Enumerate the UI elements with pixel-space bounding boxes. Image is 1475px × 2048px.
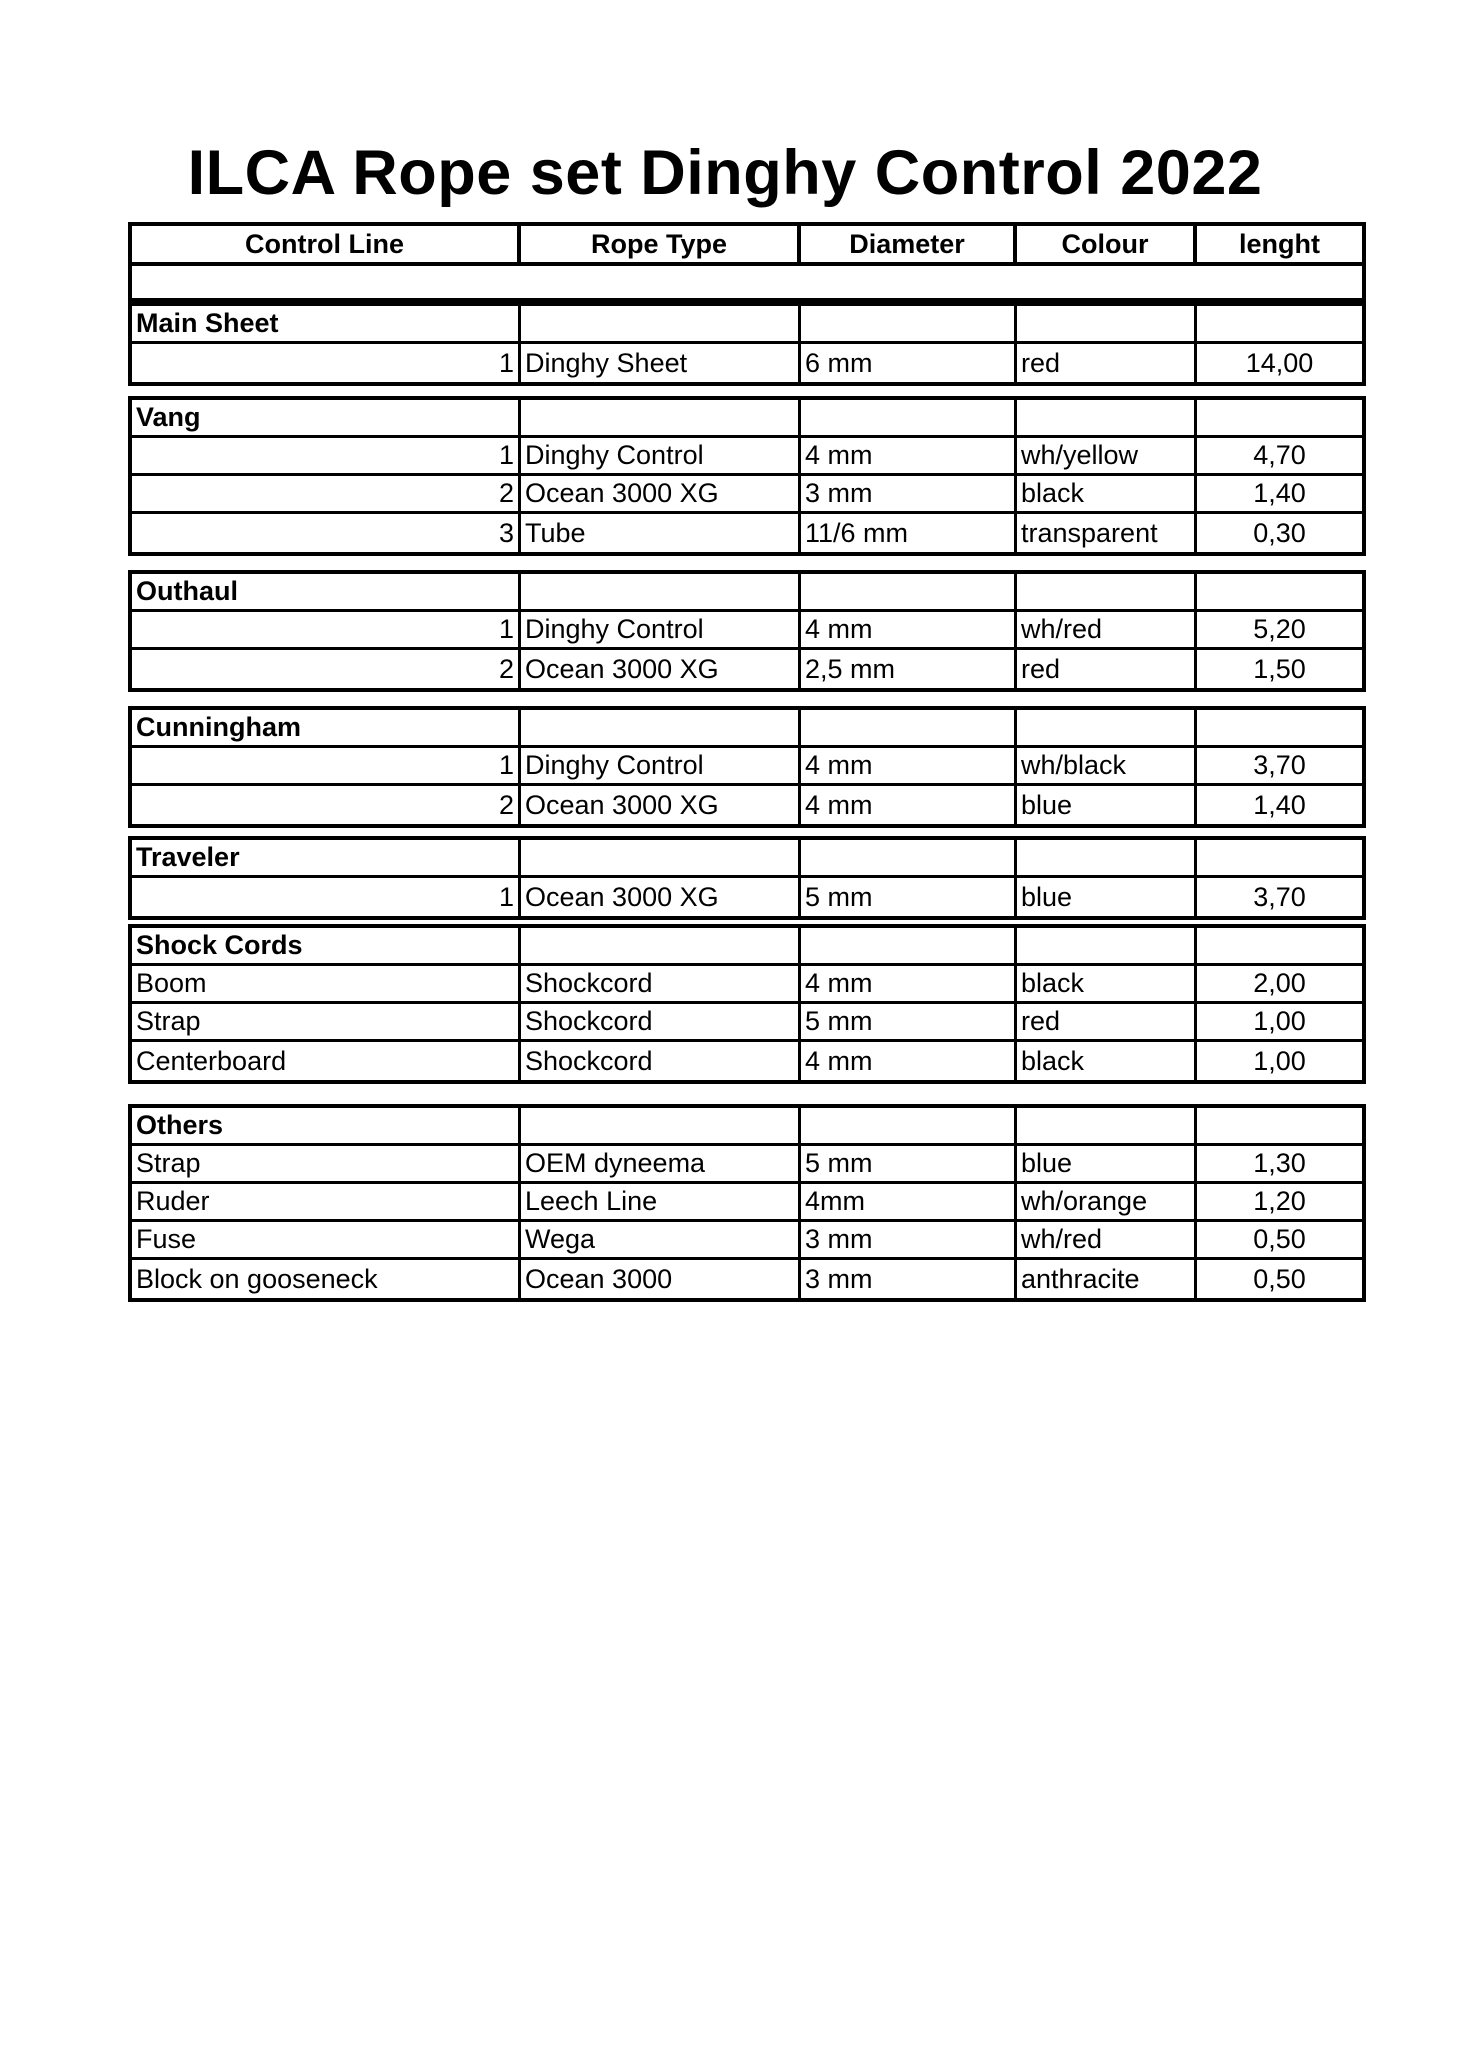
colour-cell: anthracite	[1017, 1260, 1197, 1298]
empty-cell	[1197, 400, 1362, 435]
diameter-cell: 4 mm	[801, 748, 1017, 783]
colour-cell: wh/orange	[1017, 1184, 1197, 1219]
rope-type-cell: Ocean 3000 XG	[521, 878, 801, 916]
colour-cell: wh/black	[1017, 748, 1197, 783]
diameter-cell: 4 mm	[801, 612, 1017, 647]
length-cell: 3,70	[1253, 881, 1306, 912]
header-length: lenght	[1239, 228, 1320, 259]
control-line-cell: 1	[132, 878, 521, 916]
diameter-cell: 3 mm	[801, 1222, 1017, 1257]
control-line-cell: Boom	[132, 966, 521, 1001]
empty-cell	[801, 928, 1017, 963]
control-line-cell: 2	[132, 476, 521, 511]
diameter-cell: 2,5 mm	[801, 650, 1017, 688]
empty-cell	[1017, 928, 1197, 963]
empty-cell	[521, 306, 801, 341]
section-label: Shock Cords	[132, 928, 521, 963]
colour-cell: black	[1017, 1042, 1197, 1080]
control-line-cell: 1	[132, 612, 521, 647]
colour-cell: blue	[1017, 1146, 1197, 1181]
empty-cell	[801, 840, 1017, 875]
control-line-cell: 2	[132, 650, 521, 688]
control-line-cell: Block on gooseneck	[132, 1260, 521, 1298]
table-header	[128, 222, 1366, 266]
diameter-cell: 4 mm	[801, 438, 1017, 473]
table-row	[132, 786, 1362, 824]
rope-type-cell: Wega	[521, 1222, 801, 1257]
section-shock-cords	[128, 924, 1366, 1084]
empty-cell	[1197, 574, 1362, 609]
table-row	[132, 878, 1362, 916]
table-row	[132, 514, 1362, 552]
section-traveler	[128, 836, 1366, 920]
empty-cell	[1197, 306, 1362, 341]
control-line-cell: 2	[132, 786, 521, 824]
table-row	[132, 966, 1362, 1004]
empty-cell	[1197, 710, 1362, 745]
length-cell: 0,50	[1253, 1263, 1306, 1294]
colour-cell: blue	[1017, 878, 1197, 916]
control-line-cell: Fuse	[132, 1222, 521, 1257]
table-row	[132, 748, 1362, 786]
empty-cell	[1017, 710, 1197, 745]
header-diameter: Diameter	[801, 226, 1017, 262]
rope-type-cell: Dinghy Sheet	[521, 344, 801, 382]
table-row	[132, 1184, 1362, 1222]
empty-cell	[801, 574, 1017, 609]
section-label: Others	[132, 1108, 521, 1143]
rope-type-cell: Ocean 3000 XG	[521, 650, 801, 688]
section-outhaul	[128, 570, 1366, 692]
rope-type-cell: Shockcord	[521, 966, 801, 1001]
rope-type-cell: OEM dyneema	[521, 1146, 801, 1181]
colour-cell: red	[1017, 1004, 1197, 1039]
table-row	[132, 1004, 1362, 1042]
rope-type-cell: Dinghy Control	[521, 748, 801, 783]
length-cell: 1,20	[1253, 1186, 1306, 1216]
colour-cell: red	[1017, 650, 1197, 688]
empty-cell	[801, 400, 1017, 435]
rope-type-cell: Shockcord	[521, 1004, 801, 1039]
colour-cell: wh/red	[1017, 612, 1197, 647]
length-cell: 0,30	[1253, 517, 1306, 548]
empty-cell	[521, 400, 801, 435]
rope-type-cell: Dinghy Control	[521, 612, 801, 647]
diameter-cell: 11/6 mm	[801, 514, 1017, 552]
length-cell: 5,20	[1253, 614, 1306, 644]
table-row	[132, 476, 1362, 514]
length-cell: 1,00	[1253, 1006, 1306, 1036]
colour-cell: blue	[1017, 786, 1197, 824]
rope-type-cell: Ocean 3000	[521, 1260, 801, 1298]
control-line-cell: 1	[132, 748, 521, 783]
empty-cell	[521, 574, 801, 609]
empty-cell	[1017, 574, 1197, 609]
diameter-cell: 3 mm	[801, 476, 1017, 511]
rope-type-cell: Ocean 3000 XG	[521, 476, 801, 511]
diameter-cell: 5 mm	[801, 878, 1017, 916]
empty-cell	[1197, 1108, 1362, 1143]
colour-cell: wh/yellow	[1017, 438, 1197, 473]
control-line-cell: 1	[132, 438, 521, 473]
empty-cell	[521, 1108, 801, 1143]
header-control-line: Control Line	[132, 226, 521, 262]
empty-cell	[1017, 1108, 1197, 1143]
header-colour: Colour	[1017, 226, 1197, 262]
section-title-row	[132, 710, 1362, 748]
document-title: ILCA Rope set Dinghy Control 2022	[187, 138, 1263, 208]
empty-cell	[1197, 928, 1362, 963]
empty-cell	[521, 928, 801, 963]
empty-cell	[801, 710, 1017, 745]
table-row	[132, 1042, 1362, 1080]
colour-cell: black	[1017, 966, 1197, 1001]
length-cell: 3,70	[1253, 750, 1306, 780]
empty-cell	[1017, 400, 1197, 435]
length-cell: 1,40	[1253, 478, 1306, 508]
section-label: Traveler	[132, 840, 521, 875]
control-line-cell: 3	[132, 514, 521, 552]
length-cell: 4,70	[1253, 440, 1306, 470]
table-row	[132, 612, 1362, 650]
length-cell: 2,00	[1253, 968, 1306, 998]
table-row	[132, 650, 1362, 688]
table-row	[132, 438, 1362, 476]
table-row	[132, 1146, 1362, 1184]
diameter-cell: 4mm	[801, 1184, 1017, 1219]
length-cell: 1,50	[1253, 653, 1306, 684]
rope-type-cell: Leech Line	[521, 1184, 801, 1219]
section-label: Cunningham	[132, 710, 521, 745]
length-cell: 14,00	[1245, 347, 1314, 378]
colour-cell: black	[1017, 476, 1197, 511]
section-cunningham	[128, 706, 1366, 828]
control-line-cell: Ruder	[132, 1184, 521, 1219]
empty-cell	[801, 306, 1017, 341]
rope-type-cell: Tube	[521, 514, 801, 552]
section-title-row	[132, 400, 1362, 438]
control-line-cell: Centerboard	[132, 1042, 521, 1080]
section-label: Vang	[132, 400, 521, 435]
diameter-cell: 6 mm	[801, 344, 1017, 382]
empty-cell	[1197, 840, 1362, 875]
header-rope-type: Rope Type	[521, 226, 801, 262]
section-others	[128, 1104, 1366, 1302]
length-cell: 0,50	[1253, 1224, 1306, 1254]
diameter-cell: 3 mm	[801, 1260, 1017, 1298]
empty-cell	[521, 710, 801, 745]
control-line-cell: Strap	[132, 1004, 521, 1039]
rope-type-cell: Ocean 3000 XG	[521, 786, 801, 824]
section-title-row	[132, 928, 1362, 966]
section-title-row	[132, 306, 1362, 344]
rope-type-cell: Shockcord	[521, 1042, 801, 1080]
section-label: Main Sheet	[132, 306, 521, 341]
colour-cell: red	[1017, 344, 1197, 382]
empty-cell	[801, 1108, 1017, 1143]
colour-cell: transparent	[1017, 514, 1197, 552]
diameter-cell: 4 mm	[801, 966, 1017, 1001]
length-cell: 1,00	[1253, 1045, 1306, 1076]
colour-cell: wh/red	[1017, 1222, 1197, 1257]
diameter-cell: 4 mm	[801, 1042, 1017, 1080]
control-line-cell: Strap	[132, 1146, 521, 1181]
section-title-row	[132, 840, 1362, 878]
header-spacer	[128, 262, 1366, 302]
section-title-row	[132, 1108, 1362, 1146]
empty-cell	[521, 840, 801, 875]
rope-type-cell: Dinghy Control	[521, 438, 801, 473]
diameter-cell: 5 mm	[801, 1146, 1017, 1181]
empty-cell	[1017, 306, 1197, 341]
table-row	[132, 1260, 1362, 1298]
section-title-row	[132, 574, 1362, 612]
control-line-cell: 1	[132, 344, 521, 382]
section-label: Outhaul	[132, 574, 521, 609]
empty-cell	[1017, 840, 1197, 875]
diameter-cell: 4 mm	[801, 786, 1017, 824]
table-row	[132, 344, 1362, 382]
length-cell: 1,30	[1253, 1148, 1306, 1178]
table-row	[132, 1222, 1362, 1260]
section-main-sheet	[128, 302, 1366, 386]
section-vang	[128, 396, 1366, 556]
diameter-cell: 5 mm	[801, 1004, 1017, 1039]
length-cell: 1,40	[1253, 789, 1306, 820]
